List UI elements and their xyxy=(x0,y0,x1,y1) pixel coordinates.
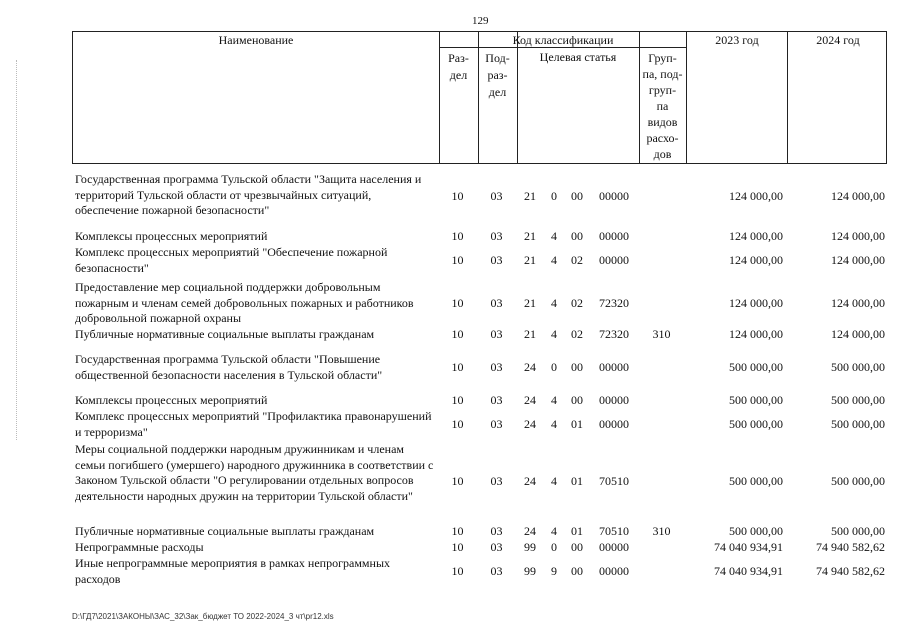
cell-y2023: 500 000,00 xyxy=(729,474,783,488)
cell-cs4: 00000 xyxy=(599,540,629,554)
header-target: Целевая статья xyxy=(539,50,617,64)
cell-podrazdel: 03 xyxy=(490,393,503,407)
cell-cs4: 00000 xyxy=(599,189,629,203)
table-header xyxy=(72,31,887,164)
cell-cs3: 01 xyxy=(571,524,583,538)
cell-group: 310 xyxy=(652,524,671,538)
cell-y2023: 124 000,00 xyxy=(729,327,783,341)
cell-y2023: 124 000,00 xyxy=(729,189,783,203)
cell-podrazdel: 03 xyxy=(490,564,503,578)
cell-podrazdel: 03 xyxy=(490,296,503,310)
cell-cs4: 72320 xyxy=(599,296,629,310)
cell-y2023: 74 040 934,91 xyxy=(714,564,783,578)
cell-y2023: 500 000,00 xyxy=(729,417,783,431)
cell-cs4: 00000 xyxy=(599,253,629,267)
cell-cs1: 24 xyxy=(524,393,536,407)
cell-razdel: 10 xyxy=(451,360,464,374)
cell-podrazdel: 03 xyxy=(490,540,503,554)
cell-cs3: 01 xyxy=(571,417,583,431)
cell-cs4: 72320 xyxy=(599,327,629,341)
cell-y2024: 124 000,00 xyxy=(831,327,885,341)
cell-cs1: 24 xyxy=(524,360,536,374)
cell-razdel: 10 xyxy=(451,524,464,538)
cell-y2024: 124 000,00 xyxy=(831,229,885,243)
cell-cs2: 0 xyxy=(551,360,557,374)
row-name: Предоставление мер социальной поддержки добровольным пожарным и членам семей добровольных пожарных и работников добровольной пожарной охраны xyxy=(75,280,414,325)
row-name: Публичные нормативные социальные выплаты гражданам xyxy=(75,524,375,538)
cell-razdel: 10 xyxy=(451,253,464,267)
cell-cs2: 4 xyxy=(551,296,557,310)
cell-cs4: 00000 xyxy=(599,360,629,374)
cell-cs3: 02 xyxy=(571,296,583,310)
cell-razdel: 10 xyxy=(451,417,464,431)
header-podrazdel: Под- раз- дел xyxy=(485,51,510,99)
cell-cs4: 70510 xyxy=(599,524,629,538)
cell-cs4: 00000 xyxy=(599,564,629,578)
cell-y2024: 500 000,00 xyxy=(831,474,885,488)
margin-dotted-line xyxy=(16,60,17,440)
cell-cs1: 21 xyxy=(524,189,536,203)
footer-file-path: D:\ГД7\2021\ЗАКОНЫ\ЗАС_32\Зак_бюджет ТО 2022-2024_3 чт\pr12.xls xyxy=(72,612,334,621)
row-name: Непрограммные расходы xyxy=(75,540,204,554)
cell-cs3: 00 xyxy=(571,229,583,243)
cell-cs1: 99 xyxy=(524,564,536,578)
row-name: Комплексы процессных мероприятий xyxy=(75,393,268,407)
cell-cs2: 9 xyxy=(551,564,557,578)
cell-podrazdel: 03 xyxy=(490,360,503,374)
cell-cs3: 00 xyxy=(571,540,583,554)
cell-podrazdel: 03 xyxy=(490,253,503,267)
header-group: Груп- па, под- груп- па видов расхо- дов xyxy=(642,51,683,161)
cell-y2023: 500 000,00 xyxy=(729,360,783,374)
cell-cs4: 00000 xyxy=(599,393,629,407)
cell-y2024: 500 000,00 xyxy=(831,524,885,538)
cell-cs3: 02 xyxy=(571,253,583,267)
cell-cs1: 99 xyxy=(524,540,536,554)
cell-y2024: 74 940 582,62 xyxy=(816,540,885,554)
header-2024: 2024 год xyxy=(816,33,860,47)
cell-podrazdel: 03 xyxy=(490,327,503,341)
cell-cs3: 02 xyxy=(571,327,583,341)
cell-cs2: 4 xyxy=(551,474,557,488)
cell-cs2: 0 xyxy=(551,189,557,203)
cell-y2024: 500 000,00 xyxy=(831,360,885,374)
page-number: 129 xyxy=(472,15,489,27)
cell-y2023: 500 000,00 xyxy=(729,524,783,538)
cell-razdel: 10 xyxy=(451,540,464,554)
cell-y2023: 500 000,00 xyxy=(729,393,783,407)
cell-razdel: 10 xyxy=(451,229,464,243)
row-name: Публичные нормативные социальные выплаты гражданам xyxy=(75,327,375,341)
cell-cs3: 01 xyxy=(571,474,583,488)
cell-podrazdel: 03 xyxy=(490,474,503,488)
cell-cs2: 4 xyxy=(551,253,557,267)
row-name: Иные непрограммные мероприятия в рамках непрограммных расходов xyxy=(75,556,391,586)
cell-razdel: 10 xyxy=(451,474,464,488)
cell-podrazdel: 03 xyxy=(490,189,503,203)
cell-razdel: 10 xyxy=(451,189,464,203)
header-name: Наименование xyxy=(218,33,294,47)
cell-y2024: 500 000,00 xyxy=(831,393,885,407)
row-name: Меры социальной поддержки народным дружинникам и членам семьи погибшего (умершего) народного дружинника в соответствии с Законом Тульской области "О регулировании отдельных вопросов деятельности народных дружин на территории Тульской области" xyxy=(75,442,434,503)
cell-cs1: 24 xyxy=(524,524,536,538)
header-code-group: Код классификации xyxy=(512,33,614,47)
cell-razdel: 10 xyxy=(451,327,464,341)
cell-cs2: 0 xyxy=(551,540,557,554)
cell-cs4: 70510 xyxy=(599,474,629,488)
cell-razdel: 10 xyxy=(451,296,464,310)
cell-y2024: 124 000,00 xyxy=(831,189,885,203)
cell-cs3: 00 xyxy=(571,360,583,374)
cell-cs1: 24 xyxy=(524,417,536,431)
cell-cs2: 4 xyxy=(551,229,557,243)
cell-cs4: 00000 xyxy=(599,417,629,431)
cell-y2024: 124 000,00 xyxy=(831,296,885,310)
cell-razdel: 10 xyxy=(451,393,464,407)
cell-y2024: 500 000,00 xyxy=(831,417,885,431)
row-name: Комплексы процессных мероприятий xyxy=(75,229,268,243)
cell-y2023: 124 000,00 xyxy=(729,296,783,310)
row-name: Комплекс процессных мероприятий "Обеспечение пожарной безопасности" xyxy=(75,245,388,275)
cell-cs1: 21 xyxy=(524,296,536,310)
cell-group: 310 xyxy=(652,327,671,341)
header-razdel: Раз- дел xyxy=(448,51,469,82)
cell-y2023: 124 000,00 xyxy=(729,229,783,243)
cell-y2023: 74 040 934,91 xyxy=(714,540,783,554)
cell-cs3: 00 xyxy=(571,564,583,578)
row-name: Государственная программа Тульской области "Защита населения и территорий Тульской области от чрезвычайных ситуаций, обеспечение пожарной безопасности" xyxy=(75,172,422,217)
row-name: Комплекс процессных мероприятий "Профилактика правонарушений и терроризма" xyxy=(75,409,432,439)
cell-cs1: 21 xyxy=(524,253,536,267)
cell-y2024: 124 000,00 xyxy=(831,253,885,267)
cell-razdel: 10 xyxy=(451,564,464,578)
cell-cs2: 4 xyxy=(551,327,557,341)
cell-cs1: 24 xyxy=(524,474,536,488)
cell-y2024: 74 940 582,62 xyxy=(816,564,885,578)
cell-cs2: 4 xyxy=(551,524,557,538)
cell-cs1: 21 xyxy=(524,327,536,341)
cell-podrazdel: 03 xyxy=(490,524,503,538)
cell-podrazdel: 03 xyxy=(490,417,503,431)
header-2023: 2023 год xyxy=(715,33,759,47)
cell-cs3: 00 xyxy=(571,393,583,407)
cell-cs1: 21 xyxy=(524,229,536,243)
cell-podrazdel: 03 xyxy=(490,229,503,243)
cell-cs2: 4 xyxy=(551,417,557,431)
cell-cs3: 00 xyxy=(571,189,583,203)
cell-y2023: 124 000,00 xyxy=(729,253,783,267)
cell-cs4: 00000 xyxy=(599,229,629,243)
cell-cs2: 4 xyxy=(551,393,557,407)
row-name: Государственная программа Тульской области "Повышение общественной безопасности населения в Тульской области" xyxy=(75,352,383,382)
